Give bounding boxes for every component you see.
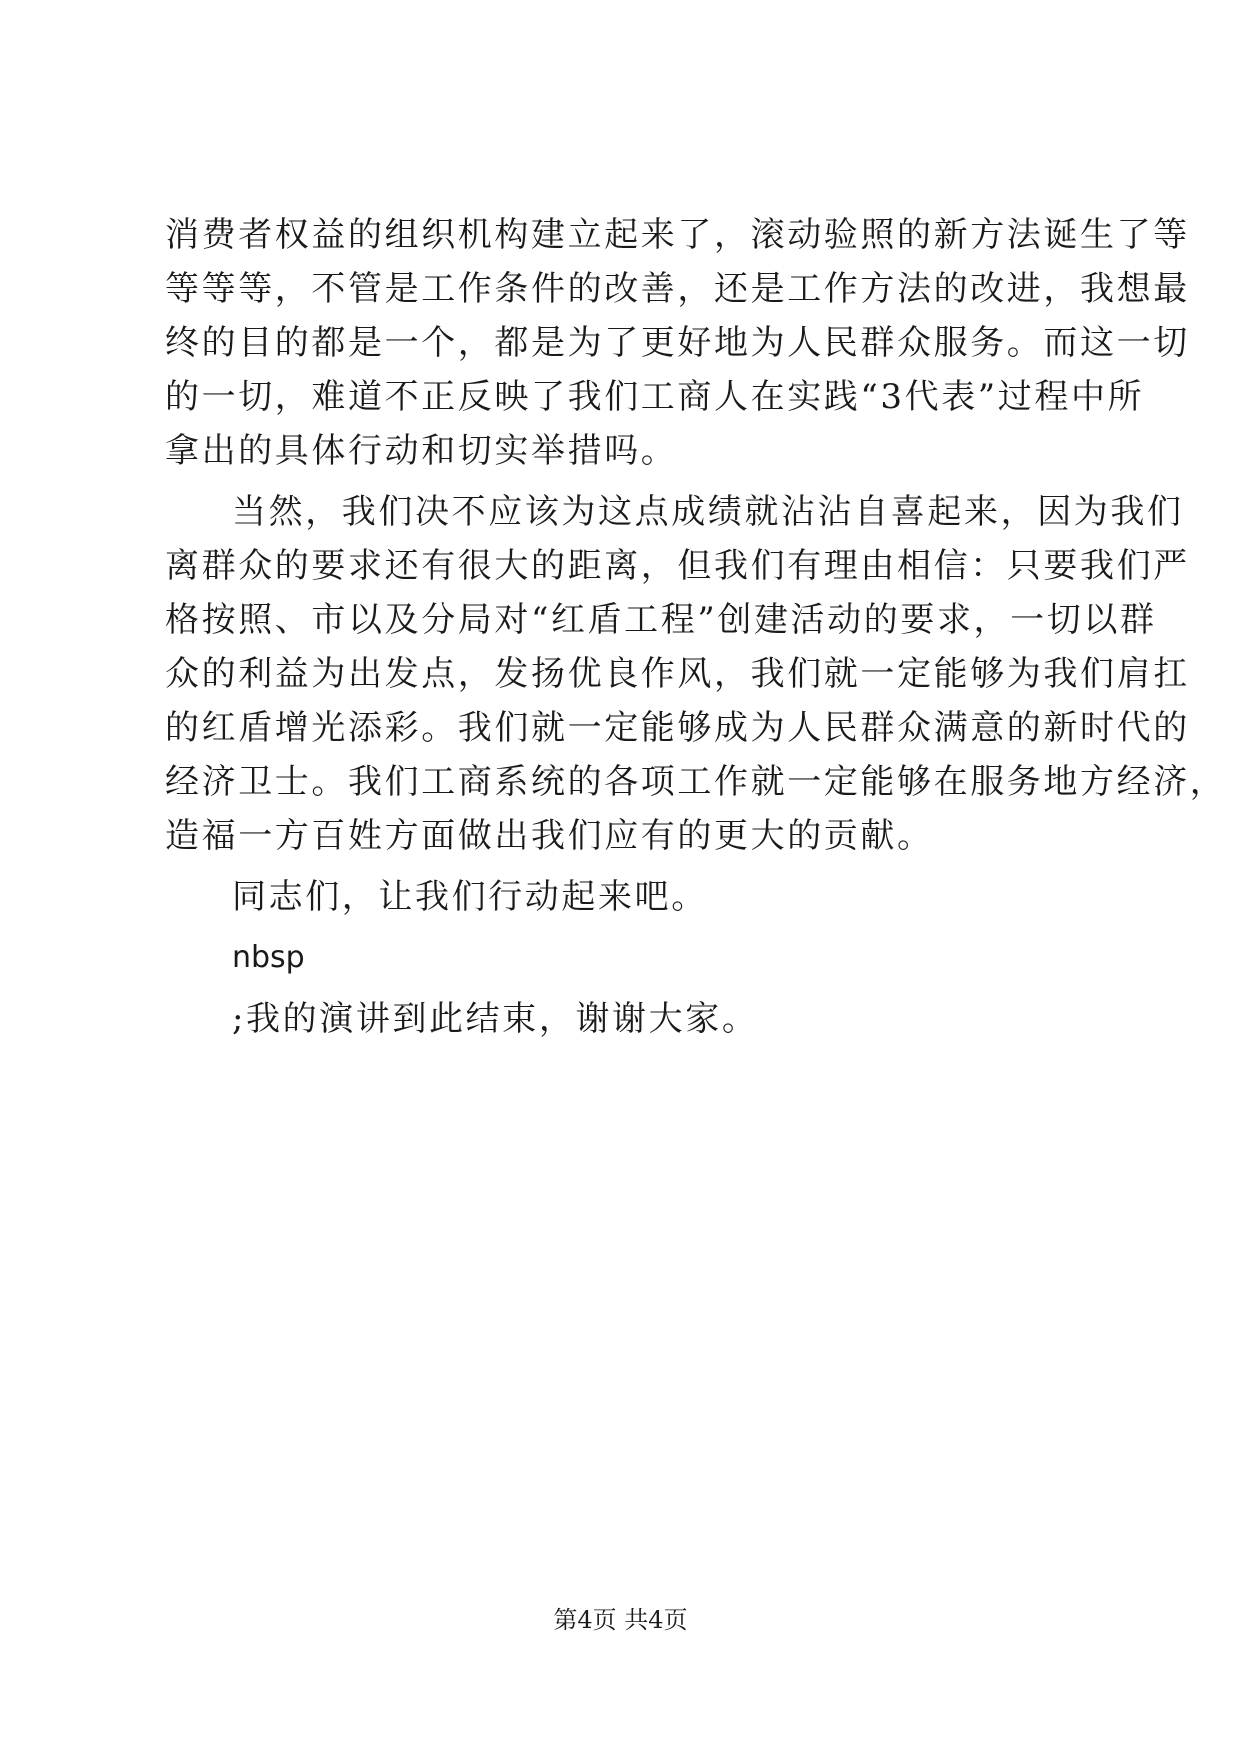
text-line: 众的利益为出发点，发扬优良作风，我们就一定能够为我们肩扛 (165, 654, 1190, 694)
text-line: 当然，我们决不应该为这点成绩就沾沾自喜起来，因为我们 (232, 492, 1184, 532)
paragraph-nbsp-artifact: nbsp (232, 940, 305, 975)
text-line: 经济卫士。我们工商系统的各项工作就一定能够在服务地方经济， (165, 762, 1227, 802)
paragraph-closing: ;我的演讲到此结束，谢谢大家。 (232, 999, 759, 1039)
text-line: 造福一方百姓方面做出我们应有的更大的贡献。 (165, 816, 934, 856)
text-line: 离群众的要求还有很大的距离，但我们有理由相信：只要我们严 (165, 546, 1190, 586)
text-line: 拿出的具体行动和切实举措吗。 (165, 431, 678, 471)
paragraph-call-to-action: 同志们，让我们行动起来吧。 (232, 877, 708, 917)
text-line: 的一切，难道不正反映了我们工商人在实践“3代表”过程中所 (165, 377, 1145, 417)
page-footer: 第4页 共4页 (553, 1606, 688, 1634)
text-line: 格按照、市以及分局对“红盾工程”创建活动的要求，一切以群 (165, 600, 1157, 640)
text-line: 的红盾增光添彩。我们就一定能够成为人民群众满意的新时代的 (165, 708, 1190, 748)
text-line: 终的目的都是一个，都是为了更好地为人民群众服务。而这一切 (165, 323, 1190, 363)
text-line: 等等等，不管是工作条件的改善，还是工作方法的改进，我想最 (165, 269, 1190, 309)
text-line: 消费者权益的组织机构建立起来了，滚动验照的新方法诞生了等 (165, 215, 1190, 255)
